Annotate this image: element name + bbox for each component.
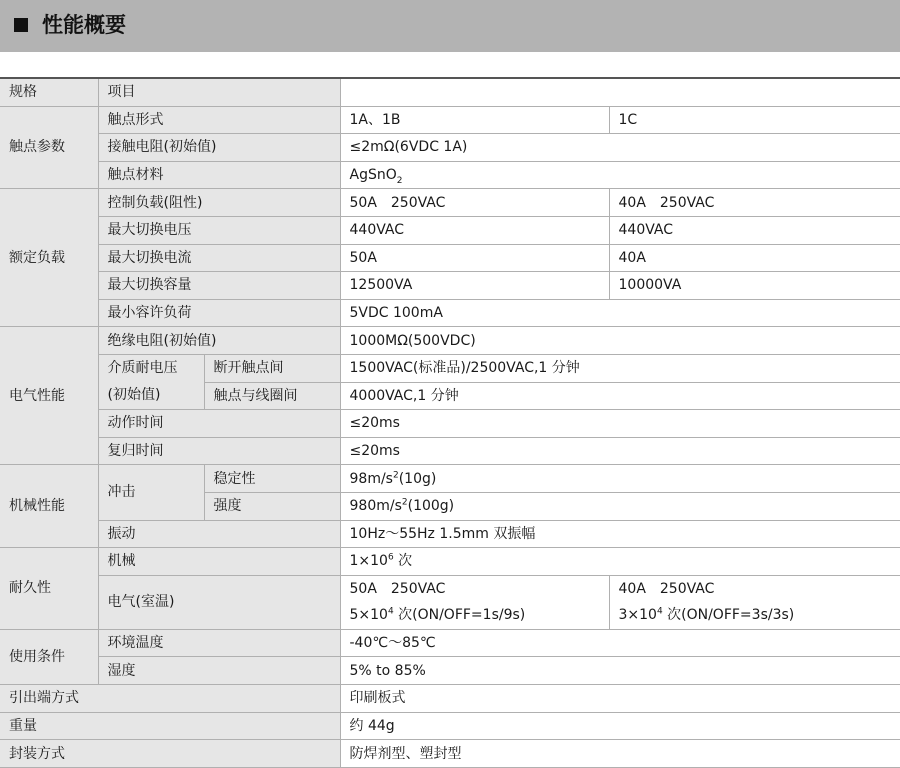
row-label: 动作时间: [98, 410, 340, 438]
section-title: 性能概要: [42, 13, 126, 37]
cell-value-b: 440VAC: [609, 216, 900, 244]
row-label: 复归时间: [98, 437, 340, 465]
table-header-row: [0, 78, 900, 106]
row-label: 环境温度: [98, 629, 340, 657]
row-label: 最大切换电流: [98, 244, 340, 272]
spec-table: [0, 77, 900, 768]
section-header: [0, 0, 900, 52]
cell-value: 印刷板式: [340, 685, 900, 713]
group-electrical: 电气性能: [0, 327, 98, 465]
row-label: 触点形式: [98, 106, 340, 134]
cell-value: 10Hz～55Hz 1.5mm 双振幅: [340, 520, 900, 548]
table-row: [0, 575, 900, 629]
table-row: [0, 685, 900, 713]
row-label-dielectric: 介质耐电压 (初始值): [98, 354, 204, 409]
table-row: [0, 327, 900, 355]
cell-value: 1000MΩ(500VDC): [340, 327, 900, 355]
table-row: [0, 106, 900, 134]
table-row: [0, 437, 900, 465]
cell-value-b: 40A 250VAC: [609, 189, 900, 217]
group-durability: 耐久性: [0, 548, 98, 630]
col-header-item: 项目: [98, 78, 340, 106]
row-label: 绝缘电阻(初始值): [98, 327, 340, 355]
cell-value: 4000VAC,1 分钟: [340, 382, 900, 410]
cell-value-a: 1A、1B: [340, 106, 609, 134]
table-row: [0, 465, 900, 493]
table-row: [0, 189, 900, 217]
cell-value: -40℃～85℃: [340, 629, 900, 657]
cell-value: $1\times 10^6$ 次: [340, 548, 900, 576]
row-label: 湿度: [98, 657, 340, 685]
table-row: [0, 740, 900, 768]
cell-value-a: 50A: [340, 244, 609, 272]
cell-value-b: 10000VA: [609, 272, 900, 300]
cell-value-b: 1C: [609, 106, 900, 134]
table-row: [0, 272, 900, 300]
cell-value-a: 440VAC: [340, 216, 609, 244]
cell-value: 约 44g: [340, 712, 900, 740]
table-row: [0, 354, 900, 382]
row-label-package: 封装方式: [0, 740, 340, 768]
cell-value: 5% to 85%: [340, 657, 900, 685]
group-contact: 触点参数: [0, 106, 98, 189]
table-row: [0, 629, 900, 657]
row-label: 接触电阻(初始值): [98, 134, 340, 162]
row-label-shock: 冲击: [98, 465, 204, 520]
table-row: [0, 548, 900, 576]
row-label: 振动: [98, 520, 340, 548]
cell-value: ≤2mΩ(6VDC 1A): [340, 134, 900, 162]
row-label-terminal: 引出端方式: [0, 685, 340, 713]
row-label: 最小容许负荷: [98, 299, 340, 327]
group-rated-load: 额定负载: [0, 189, 98, 327]
row-sublabel: 触点与线圈间: [204, 382, 340, 410]
row-label: 电气(室温): [98, 575, 340, 629]
group-mechanical: 机械性能: [0, 465, 98, 548]
cell-value-b: 40A: [609, 244, 900, 272]
row-label: 触点材料: [98, 161, 340, 189]
row-label: 机械: [98, 548, 340, 576]
cell-value: $98m/s^2(10g)$: [340, 465, 900, 493]
square-bullet-icon: [14, 18, 28, 32]
cell-value: ≤20ms: [340, 437, 900, 465]
table-row: [0, 712, 900, 740]
table-row: [0, 161, 900, 189]
row-label-weight: 重量: [0, 712, 340, 740]
cell-value-a: 50A 250VAC: [340, 189, 609, 217]
table-row: [0, 520, 900, 548]
row-label: 控制负载(阻性): [98, 189, 340, 217]
cell-value-b: 40A 250VAC $3\times 10^4$ 次(ON/OFF=3s/3s): [609, 575, 900, 629]
cell-value: $980m/s^2(100g)$: [340, 492, 900, 520]
row-label: 最大切换容量: [98, 272, 340, 300]
row-sublabel: 断开触点间: [204, 354, 340, 382]
row-label: 最大切换电压: [98, 216, 340, 244]
cell-value: ≤20ms: [340, 410, 900, 438]
table-row: [0, 299, 900, 327]
table-row: [0, 216, 900, 244]
col-header-spec: 规格: [0, 78, 98, 106]
table-row: [0, 410, 900, 438]
col-header-value: [340, 78, 900, 106]
cell-value-a: 50A 250VAC $5\times 10^4$ 次(ON/OFF=1s/9s): [340, 575, 609, 629]
cell-value-a: 12500VA: [340, 272, 609, 300]
table-row: [0, 134, 900, 162]
table-row: [0, 244, 900, 272]
group-conditions: 使用条件: [0, 629, 98, 684]
cell-value: 1500VAC(标准品)/2500VAC,1 分钟: [340, 354, 900, 382]
cell-value: 防焊剂型、塑封型: [340, 740, 900, 768]
row-sublabel: 强度: [204, 492, 340, 520]
cell-value: AgSnO$_2$: [340, 161, 900, 189]
cell-value: 5VDC 100mA: [340, 299, 900, 327]
table-row: [0, 657, 900, 685]
row-sublabel: 稳定性: [204, 465, 340, 493]
